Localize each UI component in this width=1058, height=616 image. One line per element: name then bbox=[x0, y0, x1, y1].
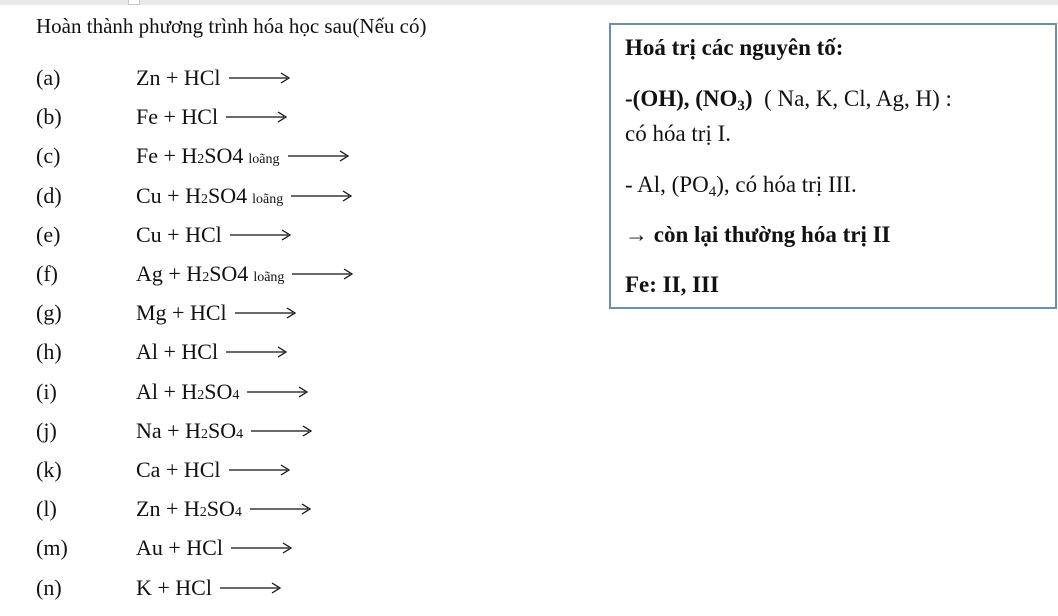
valence-line-1 bbox=[625, 86, 952, 115]
equation-part-pre: Al + H bbox=[136, 378, 198, 404]
equation-part-sub: 2 bbox=[197, 152, 205, 168]
reaction-row bbox=[0, 300, 560, 330]
reaction-equation bbox=[136, 143, 350, 169]
equation-part-pre: Fe + HCl bbox=[136, 104, 219, 130]
valence-heading: Hoá trị các nguyên tố: bbox=[625, 35, 844, 60]
equation-part-pre: Zn + HCl bbox=[136, 65, 221, 90]
reaction-arrow-icon bbox=[288, 149, 350, 163]
reaction-row bbox=[0, 143, 560, 173]
reaction-arrow-icon bbox=[230, 228, 292, 242]
equation-part-pre: Cu + HCl bbox=[136, 221, 222, 247]
reaction-label: (c) bbox=[36, 143, 61, 169]
reaction-equation bbox=[136, 457, 291, 483]
equation-part-qual: loãng bbox=[253, 270, 285, 285]
reaction-label: (m) bbox=[36, 535, 68, 561]
reaction-row bbox=[0, 261, 560, 291]
reaction-equation bbox=[136, 183, 353, 209]
reaction-label: (l) bbox=[36, 496, 57, 522]
reaction-arrow-icon bbox=[229, 463, 291, 477]
valence-line-3-sub: 4 bbox=[708, 184, 717, 200]
reaction-equation bbox=[136, 104, 288, 130]
reaction-row bbox=[0, 575, 560, 605]
reaction-equation bbox=[136, 339, 288, 365]
reaction-equation bbox=[136, 300, 297, 326]
equation-part-qual: loãng bbox=[252, 191, 284, 207]
equation-part-sub: 2 bbox=[202, 270, 210, 285]
valence-line-5: Fe: II, III bbox=[625, 272, 719, 297]
equation-part-pre: Al + HCl bbox=[136, 339, 219, 365]
equation-part-sub2: 4 bbox=[236, 426, 244, 442]
valence-box bbox=[609, 23, 1057, 309]
right-arrow-icon: → bbox=[625, 222, 648, 247]
reaction-label: (k) bbox=[36, 457, 62, 482]
equation-part-post: SO4 bbox=[204, 143, 244, 169]
reaction-equation bbox=[136, 222, 292, 248]
reaction-equation bbox=[136, 261, 354, 287]
equation-part-sub: 2 bbox=[200, 426, 208, 442]
valence-line-3 bbox=[625, 172, 857, 201]
equation-part-pre: Na + H bbox=[136, 417, 201, 443]
valence-line-2: có hóa trị I. bbox=[625, 121, 732, 146]
valence-line-4-text: còn lại thường hóa trị II bbox=[653, 222, 891, 247]
reaction-row bbox=[0, 379, 560, 409]
valence-line-4 bbox=[625, 222, 891, 248]
equation-part-post: SO bbox=[204, 378, 233, 404]
reaction-row bbox=[0, 222, 560, 252]
reaction-arrow-icon bbox=[250, 502, 312, 516]
equation-part-pre: Au + HCl bbox=[136, 535, 223, 561]
reaction-label: (a) bbox=[36, 65, 61, 90]
reaction-label: (g) bbox=[36, 300, 62, 326]
reaction-arrow-icon bbox=[247, 385, 309, 399]
equation-part-sub2: 4 bbox=[232, 387, 240, 403]
valence-line-1-groups bbox=[625, 86, 753, 114]
equation-part-post: SO bbox=[206, 496, 235, 522]
ruler-bar bbox=[0, 0, 1058, 5]
exercise-title: Hoàn thành phương trình hóa học sau(Nếu có) bbox=[36, 14, 427, 38]
valence-line-3-a: - Al, (PO bbox=[625, 172, 709, 197]
equation-part-pre: Zn + H bbox=[136, 496, 200, 522]
equation-part-pre: Ca + HCl bbox=[136, 457, 221, 482]
equation-part-pre: K + HCl bbox=[136, 574, 212, 600]
reaction-arrow-icon bbox=[291, 189, 353, 203]
valence-line-1-sub: 3 bbox=[737, 98, 745, 114]
reaction-row bbox=[0, 535, 560, 565]
reaction-label: (i) bbox=[36, 378, 57, 404]
equation-part-sub: 2 bbox=[197, 387, 205, 403]
equation-part-qual: loãng bbox=[248, 152, 280, 168]
reaction-arrow-icon bbox=[226, 110, 288, 124]
reaction-row bbox=[0, 104, 560, 134]
reaction-label: (f) bbox=[36, 261, 58, 286]
valence-line-1-a: -(OH), (NO bbox=[625, 86, 738, 111]
reaction-label: (h) bbox=[36, 339, 62, 365]
reaction-equation bbox=[136, 535, 293, 561]
reaction-row bbox=[0, 496, 560, 526]
reaction-arrow-icon bbox=[226, 345, 288, 359]
reaction-arrow-icon bbox=[251, 424, 313, 438]
reaction-arrow-icon bbox=[292, 267, 354, 281]
equation-part-post: SO bbox=[207, 417, 237, 443]
reaction-label: (n) bbox=[36, 574, 62, 600]
equation-part-pre: Cu + H bbox=[136, 182, 201, 208]
reaction-equation bbox=[136, 65, 291, 91]
reaction-equation bbox=[136, 575, 282, 601]
reaction-equation bbox=[136, 379, 309, 405]
valence-line-1-b: ) bbox=[744, 86, 753, 111]
equation-part-pre: Mg + HCl bbox=[136, 300, 227, 326]
reaction-label: (e) bbox=[36, 221, 61, 247]
equation-part-pre: Fe + H bbox=[136, 143, 198, 169]
reaction-row bbox=[0, 418, 560, 448]
reaction-arrow-icon bbox=[235, 306, 297, 320]
equation-part-post: SO4 bbox=[209, 261, 249, 286]
equation-part-post: SO4 bbox=[207, 182, 248, 208]
reaction-row bbox=[0, 183, 560, 213]
equation-part-sub: 2 bbox=[200, 191, 208, 207]
reaction-row bbox=[0, 65, 560, 95]
reaction-row bbox=[0, 457, 560, 487]
reaction-arrow-icon bbox=[229, 71, 291, 85]
reaction-label: (b) bbox=[36, 104, 62, 130]
equation-part-sub: 2 bbox=[199, 505, 207, 521]
equation-part-sub2: 4 bbox=[234, 505, 242, 521]
reaction-label: (j) bbox=[36, 417, 57, 443]
reaction-row bbox=[0, 339, 560, 369]
valence-line-1-elements: ( Na, K, Cl, Ag, H) : bbox=[752, 86, 952, 111]
ruler-marker bbox=[128, 0, 140, 5]
reaction-equation bbox=[136, 418, 313, 444]
valence-line-3-b: ), có hóa trị III. bbox=[716, 172, 857, 197]
reaction-arrow-icon bbox=[220, 581, 282, 595]
reaction-label: (d) bbox=[36, 182, 62, 208]
reaction-arrow-icon bbox=[231, 541, 293, 555]
reaction-equation bbox=[136, 496, 312, 522]
equation-part-pre: Ag + H bbox=[136, 261, 203, 286]
